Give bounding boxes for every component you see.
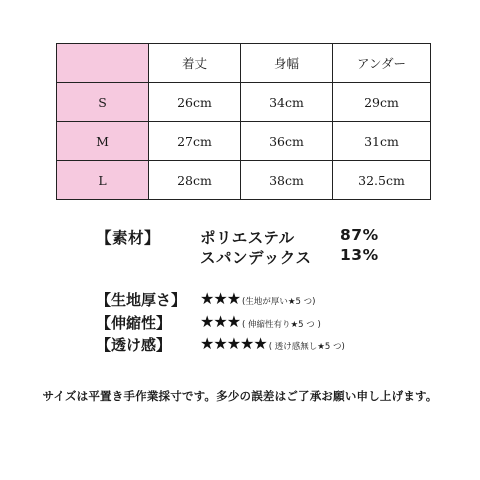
header-length: 着丈 — [149, 44, 241, 83]
table-row — [57, 83, 431, 122]
table-cell: 34cm — [241, 83, 333, 122]
table-row — [57, 122, 431, 161]
table-cell: 26cm — [149, 83, 241, 122]
rating-thickness — [200, 289, 315, 308]
table-cell: 28cm — [149, 161, 241, 200]
rating-stretch — [200, 312, 321, 331]
table-cell: 38cm — [241, 161, 333, 200]
material-percent: 13% — [340, 246, 379, 264]
rating-sheer — [200, 334, 345, 353]
table-cell: 32.5cm — [333, 161, 431, 200]
table-cell: 27cm — [149, 122, 241, 161]
size-label: L — [57, 161, 149, 200]
header-under: アンダー — [333, 44, 431, 83]
size-table — [56, 43, 431, 200]
material-label: 【素材】 — [96, 229, 161, 247]
table-row — [57, 161, 431, 200]
table-cell: 29cm — [333, 83, 431, 122]
size-label: M — [57, 122, 149, 161]
header-width: 身幅 — [241, 44, 333, 83]
size-label: S — [57, 83, 149, 122]
table-cell: 31cm — [333, 122, 431, 161]
rating-note: ( 伸縮性有り★5 つ ) — [242, 320, 321, 330]
rating-note: ( 透け感無し★5 つ) — [268, 342, 345, 352]
star-rating: ★★★ — [200, 289, 241, 308]
rating-label-stretch: 【伸縮性】 — [96, 314, 172, 332]
rating-note: (生地が厚い★5 つ) — [242, 297, 316, 307]
star-rating: ★★★★★ — [200, 334, 267, 353]
rating-label-thickness: 【生地厚さ】 — [96, 291, 187, 309]
table-corner-cell — [57, 44, 149, 83]
footer-note: サイズは平置き手作業採寸です。多少の誤差はご了承お願い申し上げます。 — [42, 389, 438, 403]
material-name: スパンデックス — [200, 249, 312, 267]
star-rating: ★★★ — [200, 312, 241, 331]
material-percent: 87% — [340, 226, 379, 244]
table-cell: 36cm — [241, 122, 333, 161]
table-header-row — [57, 44, 431, 83]
rating-label-sheer: 【透け感】 — [96, 336, 172, 354]
material-name: ポリエステル — [200, 229, 295, 247]
